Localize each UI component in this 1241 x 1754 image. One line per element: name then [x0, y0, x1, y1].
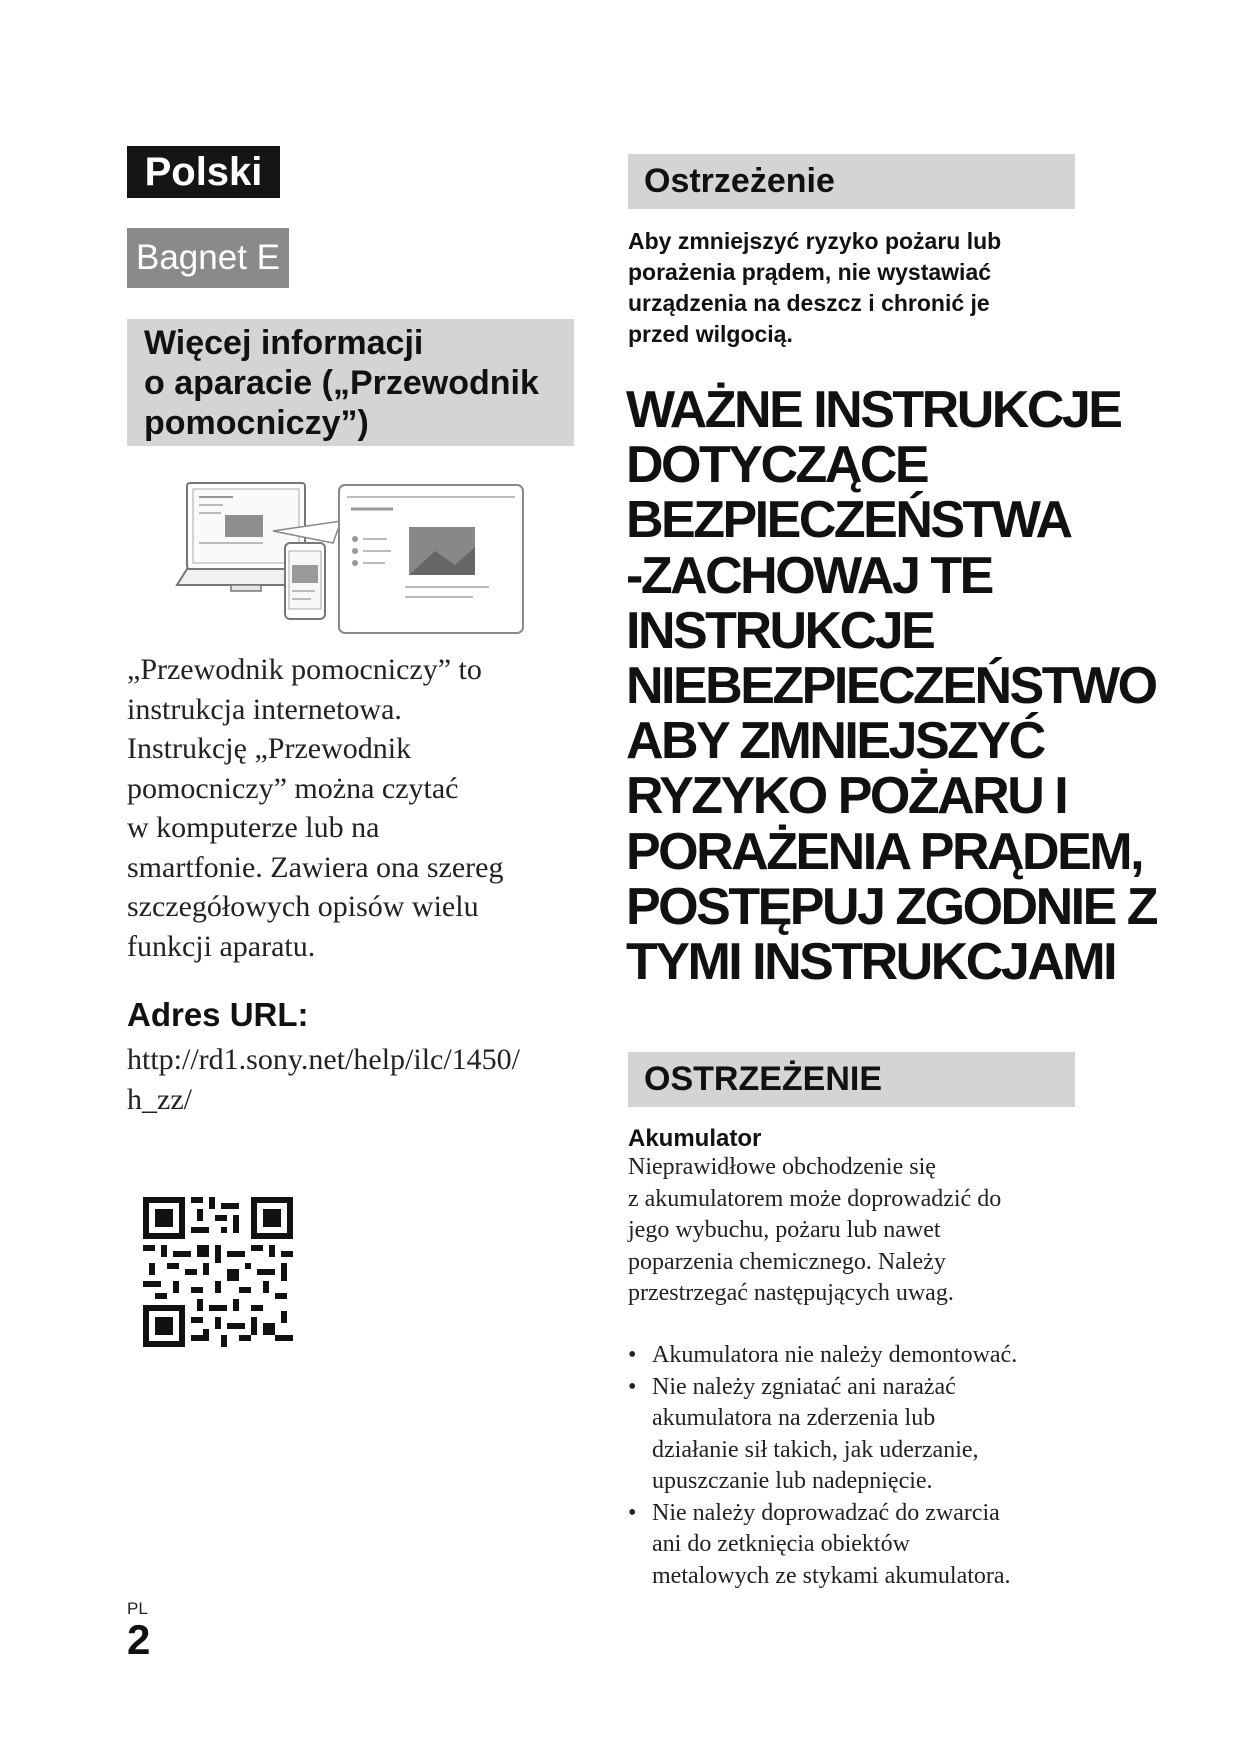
text-line: Nieprawidłowe obchodzenie się [628, 1154, 936, 1180]
caps-line: NIEBEZPIECZEŃSTWO [626, 657, 1156, 716]
text-line: Nie należy zgniatać ani narażać [652, 1373, 956, 1400]
list-item [628, 1340, 1088, 1372]
battery-precautions-list [628, 1340, 1088, 1592]
url-label: Adres URL: [127, 996, 309, 1033]
text-line: w komputerze lub na [127, 811, 380, 844]
caps-line: BEZPIECZEŃSTWA [626, 491, 1071, 550]
warning-heading: Ostrzeżenie [628, 154, 1075, 209]
bullet-icon: • [628, 1342, 637, 1368]
url-line: http://rd1.sony.net/help/ilc/1450/ [127, 1043, 521, 1076]
text-line: poparzenia chemicznego. Należy [628, 1248, 946, 1275]
text-line: przed wilgocią. [628, 321, 793, 347]
language-tag: Polski [127, 146, 280, 198]
text-line: pomocniczy” można czytać [127, 771, 459, 805]
text-line: urządzenia na deszcz i chronić je [628, 290, 990, 316]
text-line: smartfonie. Zawiera ona szereg [127, 850, 504, 884]
caps-line: TYMI INSTRUKCJAMI [626, 933, 1116, 992]
text-line: funkcji aparatu. [127, 929, 316, 963]
page-number: 2 [127, 1616, 150, 1663]
help-guide-url[interactable] [127, 1040, 582, 1119]
caps-line: INSTRUKCJE [626, 601, 934, 660]
text-line: jego wybuchu, pożaru lub nawet [628, 1217, 941, 1243]
help-guide-description [127, 650, 577, 966]
bullet-icon: • [628, 1373, 637, 1400]
caution-heading: OSTRZEŻENIE [628, 1052, 1075, 1107]
text-line: Aby zmniejszyć ryzyko pożaru lub [628, 228, 1002, 254]
text-line: szczegółowych opisów wielu [127, 890, 479, 923]
url-line: h_zz/ [127, 1082, 192, 1116]
battery-heading: Akumulator [628, 1125, 762, 1152]
text-line: z akumulatorem może doprowadzić do [628, 1185, 1002, 1212]
text-line: akumulatora na zderzenia lub [652, 1405, 936, 1431]
text-line: Akumulatora nie należy demontować. [652, 1342, 1018, 1368]
list-item [628, 1372, 1088, 1498]
caps-line: PORAŻENIA PRĄDEM, [626, 822, 1143, 881]
section-heading-line: Więcej informacji [144, 324, 424, 362]
text-line: porażenia prądem, nie wystawiać [628, 259, 992, 285]
caps-line: WAŻNE INSTRUKCJE [626, 381, 1121, 439]
caps-line: RYZYKO POŻARU I [626, 767, 1067, 826]
qr-code-icon[interactable] [143, 1197, 293, 1347]
page-language-code: PL [127, 1599, 148, 1618]
text-line: Nie należy doprowadzać do zwarcia [652, 1499, 1000, 1526]
text-line: instrukcja internetowa. [127, 692, 402, 726]
caps-line: ABY ZMNIEJSZYĆ [626, 712, 1044, 771]
battery-warning-text [628, 1152, 1088, 1310]
section-heading-line: pomocniczy”) [144, 404, 369, 442]
caps-line: -ZACHOWAJ TE [626, 546, 992, 605]
bullet-icon: • [628, 1499, 637, 1526]
mount-tag: Bagnet E [127, 228, 289, 288]
section-heading-help-guide [127, 319, 574, 446]
caps-line: POSTĘPUJ ZGODNIE Z [626, 877, 1156, 936]
text-line: przestrzegać następujących uwag. [628, 1280, 954, 1306]
section-heading-line: o aparacie („Przewodnik [144, 364, 539, 402]
warning-text [628, 226, 1078, 350]
important-safety-instructions [626, 381, 1156, 992]
list-item [628, 1498, 1088, 1593]
text-line: działanie sił takich, jak uderzanie, [652, 1436, 979, 1463]
caps-line: DOTYCZĄCE [626, 436, 928, 495]
text-line: metalowych ze stykami akumulatora. [652, 1562, 1011, 1589]
text-line: Instrukcję „Przewodnik [127, 732, 412, 765]
text-line: ani do zetknięcia obiektów [652, 1531, 910, 1557]
text-line: upuszczanie lub nadepnięcie. [652, 1468, 933, 1494]
text-line: „Przewodnik pomocniczy” to [127, 653, 482, 686]
help-guide-illustration [173, 481, 525, 643]
